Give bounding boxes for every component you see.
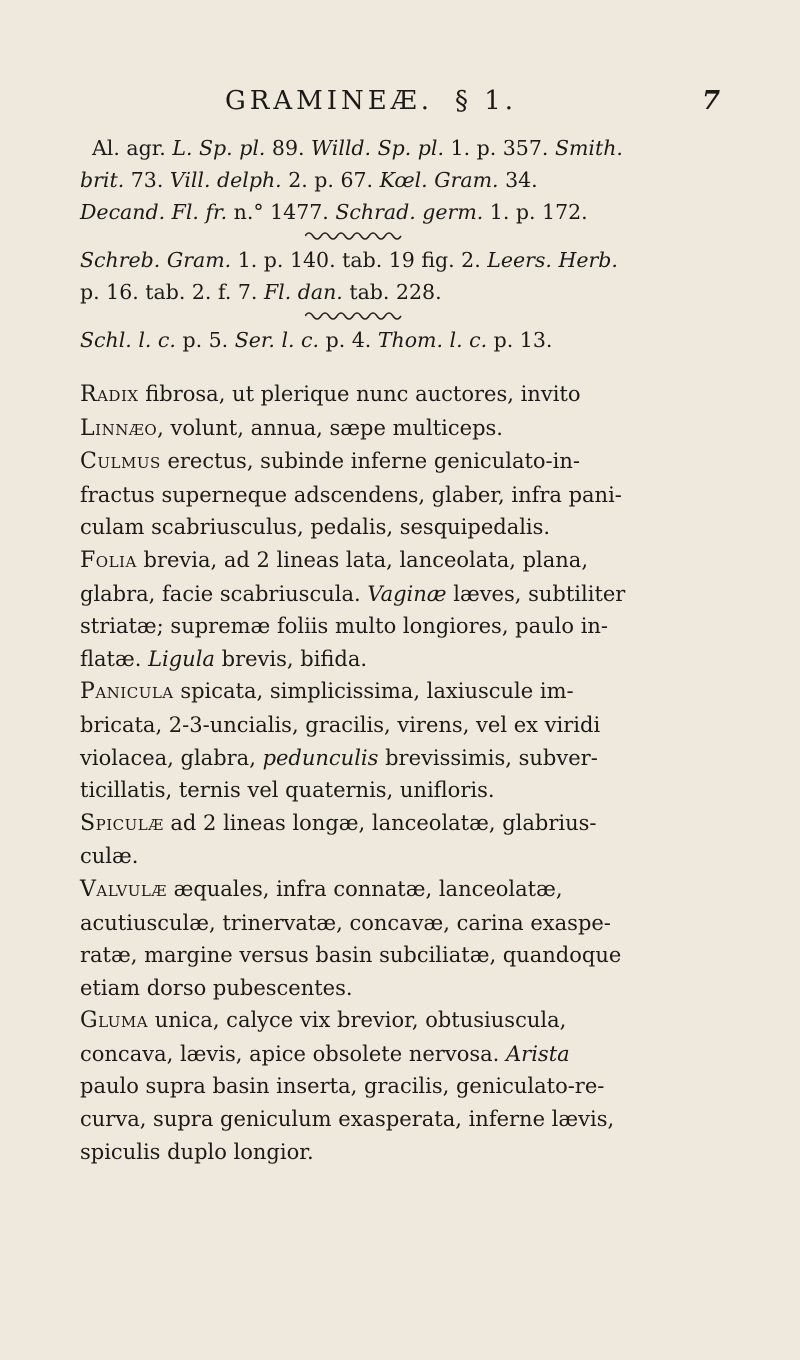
reference-line: Schreb. Gram. 1. p. 140. tab. 19 fig. 2. Leers. Herb. (80, 248, 618, 272)
page-number: 7 (702, 86, 725, 116)
term-spiculae: Spiculæ (80, 810, 164, 836)
text-line: violacea, glabra, (80, 745, 256, 770)
text-line: striatæ; supremæ foliis multo longiores, paulo in- (80, 614, 609, 639)
text-line: concava, lævis, apice obsolete nervosa. (80, 1041, 500, 1066)
section-number: § 1. (455, 86, 518, 116)
folia-paragraph (80, 544, 720, 675)
text-line: acutiusculæ, trinervatæ, concavæ, carina exaspe- (80, 910, 611, 935)
reference-line: p. 16. tab. 2. f. 7. Fl. dan. tab. 228. (80, 280, 442, 304)
text-line: fibrosa, ut plerique nunc auctores, invito (145, 382, 581, 406)
valvulae-paragraph (80, 873, 720, 1004)
term-gluma: Gluma (80, 1008, 149, 1034)
text-line: ticillatis, ternis vel quaternis, unifloris. (80, 778, 495, 803)
wavy-separator (305, 228, 405, 244)
term-radix: Radix (80, 382, 139, 407)
text-line: spiculis duplo longior. (80, 1139, 314, 1164)
panicula-paragraph (80, 675, 720, 806)
text-line: ad 2 lineas longæ, lanceolatæ, glabrius- (170, 810, 597, 835)
reference-line: Decand. Fl. fr. n.° 1477. Schrad. germ. 1. p. 172. (80, 200, 588, 224)
term-arista: Arista (506, 1041, 570, 1066)
text-line: læves, subtiliter (453, 581, 626, 606)
term-panicula: Panicula (80, 679, 174, 705)
term-folia: Folia (80, 547, 137, 573)
text-line: æquales, infra connatæ, lanceolatæ, (173, 876, 563, 901)
text-line: glabra, facie scabriuscula. (80, 581, 361, 606)
text-line: unica, calyce vix brevior, obtusiuscula, (154, 1008, 567, 1033)
term-valvulae: Valvulæ (80, 876, 167, 902)
text-line: fractus superneque adscendens, glaber, infra pani- (80, 482, 622, 507)
text-line: flatæ. (80, 646, 142, 671)
term-ligula: Ligula (148, 646, 215, 671)
text-line: spicata, simplicissima, laxiuscule im- (180, 679, 574, 704)
text-line: ratæ, margine versus basin subciliatæ, quandoque (80, 943, 622, 968)
text-line: brevis, bifida. (221, 646, 368, 671)
wavy-separator (305, 308, 405, 324)
text-line: etiam dorso pubescentes. (80, 975, 353, 1000)
spiculae-paragraph (80, 807, 720, 873)
species-description (80, 378, 720, 1168)
reference-block-1 (80, 132, 720, 228)
text-line: curva, supra geniculum exasperata, inferne lævis, (80, 1107, 615, 1132)
culmus-paragraph (80, 445, 720, 544)
text-line: paulo supra basin inserta, gracilis, geniculato-re- (80, 1074, 605, 1099)
running-title: GRAMINEÆ. (225, 86, 434, 116)
text-line: bricata, 2-3-uncialis, gracilis, virens, vel ex viridi (80, 712, 601, 737)
running-head (80, 86, 725, 126)
text-line: culam scabriusculus, pedalis, sesquipedalis. (80, 515, 551, 540)
reference-block-3 (80, 324, 720, 356)
gluma-paragraph (80, 1004, 720, 1168)
text-line: brevissimis, subver- (385, 745, 598, 770)
reference-block-2 (80, 244, 720, 308)
text-line: culæ. (80, 844, 139, 869)
radix-paragraph: Radix fibrosa, ut plerique nunc auctores, invito Linnæo, volunt, annua, sæpe multiceps. (80, 382, 581, 441)
text-line: erectus, subinde inferne geniculato-in- (167, 449, 580, 474)
references (80, 132, 720, 356)
text-line: brevia, ad 2 lineas lata, lanceolata, plana, (143, 547, 588, 572)
term-culmus: Culmus (80, 449, 161, 475)
book-page (80, 0, 780, 1360)
reference-line: Al. agr. L. Sp. pl. 89. Willd. Sp. pl. 1. p. 357. Smith. (92, 136, 623, 160)
reference-line: Schl. l. c. p. 5. Ser. l. c. p. 4. Thom. l. c. p. 13. (80, 328, 553, 352)
term-pedunculis: pedunculis (262, 745, 379, 770)
term-vaginae: Vaginæ (367, 581, 447, 606)
reference-line: brit. 73. Vill. delph. 2. p. 67. Kœl. Gram. 34. (80, 168, 538, 192)
term-linnaeo: Linnæo (80, 415, 158, 441)
text-line: volunt, annua, sæpe multiceps. (170, 415, 503, 440)
